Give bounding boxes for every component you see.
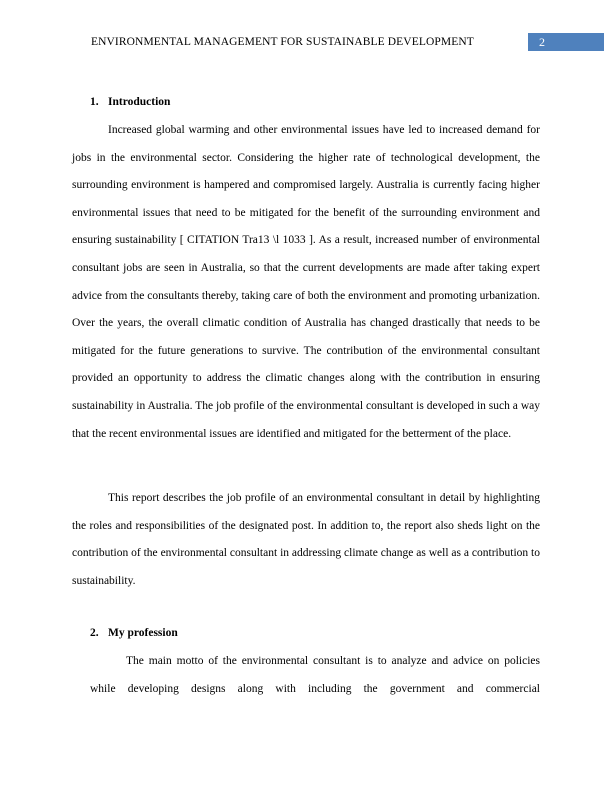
page-number: 2 [539,35,545,49]
section-number: 1. [90,96,99,108]
section-number: 2. [90,627,99,639]
running-header-title: ENVIRONMENTAL MANAGEMENT FOR SUSTAINABLE DEVELOPMENT [91,36,474,48]
section-title: Introduction [108,96,171,108]
section-title: My profession [108,627,178,639]
section-heading-my-profession [90,627,178,639]
introduction-paragraph-1: Increased global warming and other environmental issues have led to increased demand for jobs in the environmental sector. Considering the higher rate of technological development, the surrounding environment is hampered and compromised largely. Australia is currently facing higher environmental issues that need to be mitigated for the benefit of the surrounding environment and ensuring sustainability [ CITATION Tra13 \l 1033 ]. As a result, increased number of environmental consultant jobs are seen in Australia, so that the current developments are made after taking expert advice from the consultants thereby, taking care of both the environment and promoting urbanization. Over the years, the overall climatic condition of Australia has changed drastically that needs to be mitigated for the future generations to survive. The contribution of the environmental consultant provided an opportunity to address the climatic changes along with the contribution in ensuring sustainability in Australia. The job profile of the environmental consultant is developed in such a way that the recent environmental issues are identified and mitigated for the betterment of the place. [72,124,540,440]
introduction-paragraph-2: This report describes the job profile of an environmental consultant in detail by highlighting the roles and responsibilities of the designated post. In addition to, the report also sheds light on the contribution of the environmental consultant in addressing climate change as well as a contribution to sustainability. [72,492,540,587]
page-number-badge [528,33,604,51]
section-heading-introduction [90,96,170,108]
my-profession-paragraph-1: The main motto of the environmental consultant is to analyze and advice on policies while developing designs along with including the government and commercial [90,655,540,695]
